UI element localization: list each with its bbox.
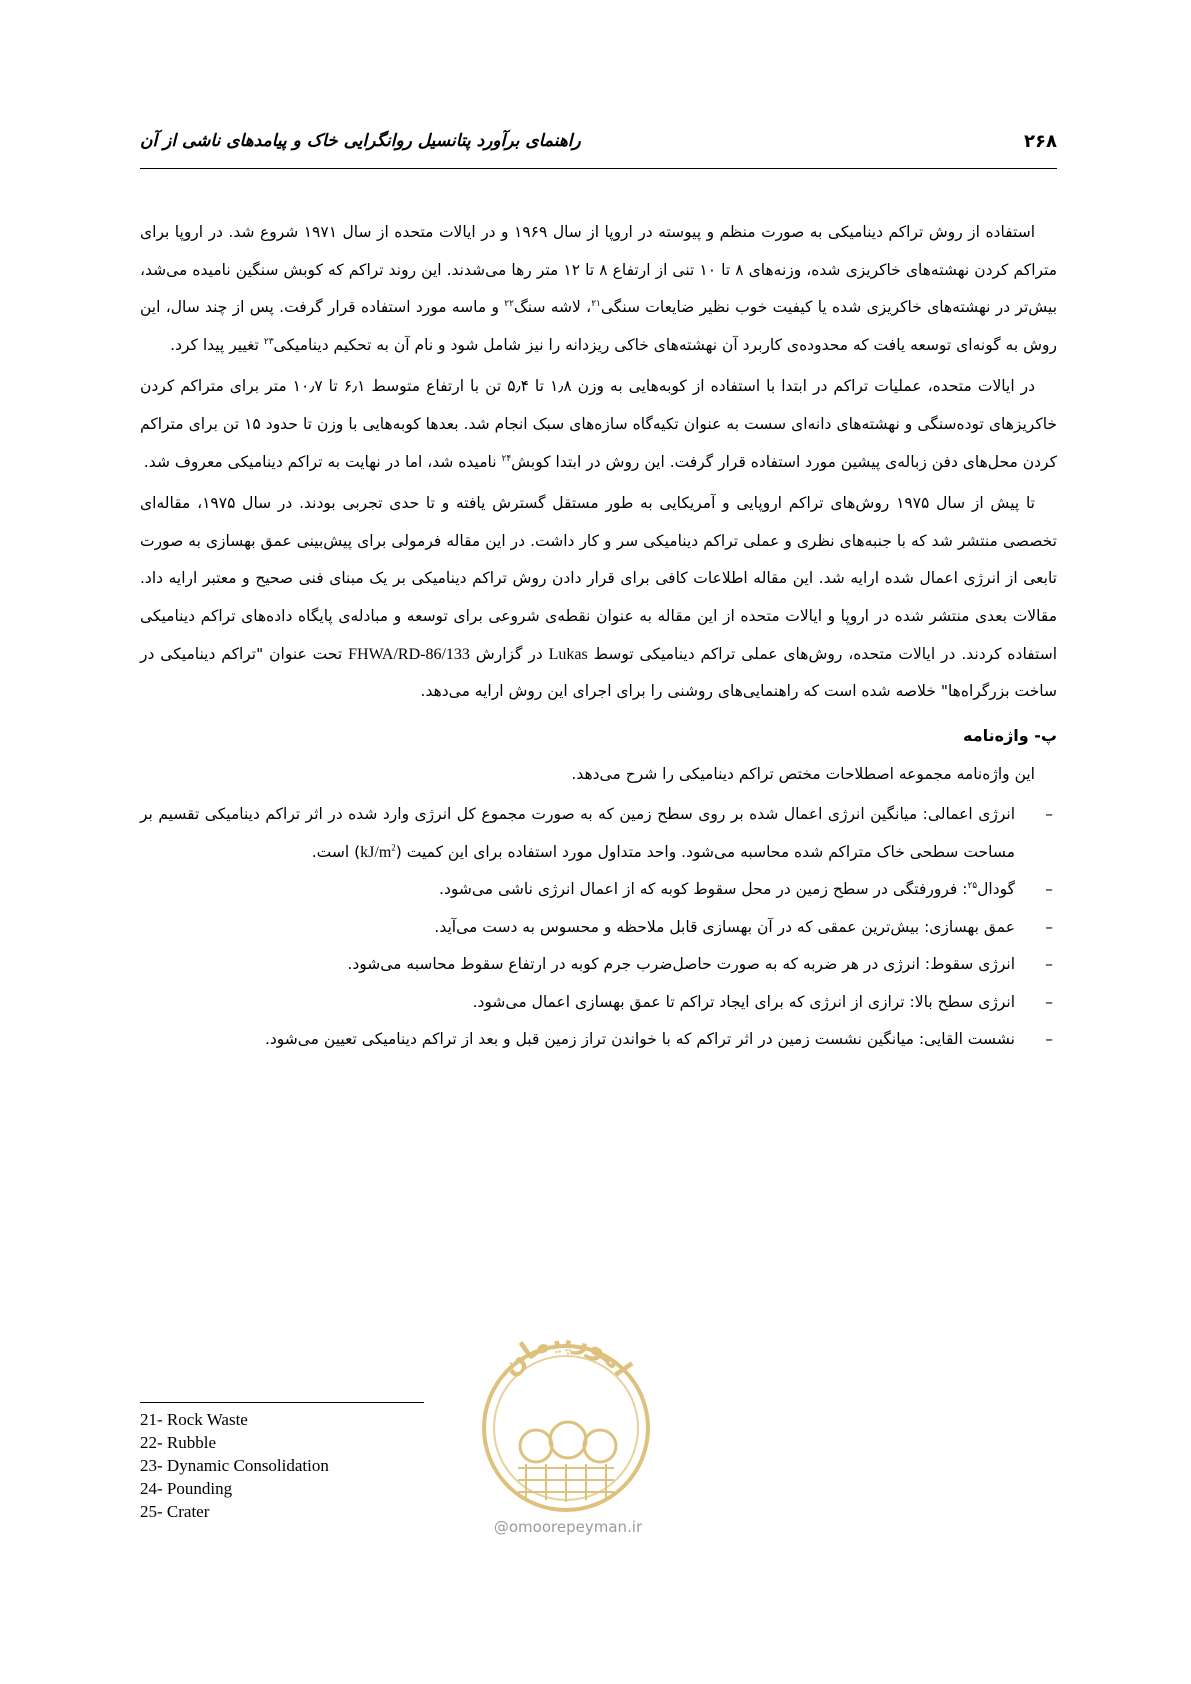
paragraph-2: در ایالات متحده، عملیات تراکم در ابتدا با استفاده از کوبه‌هایی به وزن ۱٫۸ تا ۵٫۴ تن با ارتفاع متوسط ۶٫۱ تا ۱۰٫۷ متر برای متراکم کردن خاکریزهای توده‌سنگی و نهشته‌های دانه‌ای سست به عنوان تکیه‌گاه سازه‌های سبک انجام شد. بعدها کوبه‌هایی با وزن تا حدود ۱۵ تن برای متراکم کردن محل‌های دفن زباله‌ی پیشین مورد استفاده قرار گرفت. این روش در ابتدا کوبش$^{۲۴}$ نامیده شد، اما در نهایت به تراکم دینامیکی معروف شد.	[140, 377, 1058, 471]
footnotes	[140, 1408, 329, 1523]
footnote-ref-21: ۲۱	[591, 299, 601, 310]
section-heading: پ- واژه‌نامه	[963, 725, 1057, 745]
watermark-url: @omoorepeyman.ir	[493, 1518, 643, 1536]
footnote-22: 22- Rubble	[140, 1433, 217, 1452]
paragraph-1: استفاده از روش تراکم دینامیکی به صورت منظم و پیوسته در اروپا از سال ۱۹۶۹ و در ایالات متحده از سال ۱۹۷۱ شروع شد. در اروپا برای متراکم کردن نهشته‌های خاکریزی شده، وزنه‌های ۸ تا ۱۰ تنی از ارتفاع ۸ تا ۱۲ متر رها می‌شدند. این روند تراکم که کوبش سنگین نامیده می‌شد، بیش‌تر در نهشته‌های خاکریزی شده یا کیفیت خوب نظیر ضایعات سنگی$^{۲۱}$، لاشه سنگ$^{۲۲}$ و ماسه مورد استفاده قرار گرفت. پس از چند سال، این روش به گونه‌ای توسعه یافت که محدوده‌ی کاربرد آن نهشته‌های خاکی ریزدانه را نیز شامل شود و نام آن به تحکیم دینامیکی$^{۲۳}$ تغییر پیدا کرد.	[140, 223, 1058, 354]
list-item: – انرژی اعمالی: میانگین انرژی اعمال شده بر روی سطح زمین که به صورت مجموع کل انرژی وارد شده در اثر تراکم دینامیکی تقسیم بر مساحت سطحی خاک متراکم شده محاسبه می‌شود. واحد متداول مورد استفاده برای این کمیت $(kJ/m^2)$ است.	[140, 796, 1057, 871]
bullet-dash: –	[1045, 917, 1053, 936]
bullet-dash: –	[1045, 804, 1053, 823]
footnote-divider	[140, 1402, 424, 1403]
bullet-dash: –	[1045, 955, 1053, 974]
footnote-23: 23- Dynamic Consolidation	[140, 1456, 329, 1475]
footnote-ref-22: ۲۲	[504, 299, 514, 310]
bullet-dash: –	[1045, 992, 1053, 1011]
body-text	[140, 214, 1057, 1059]
list-item: – عمق بهسازی: بیش‌ترین عمقی که در آن بهسازی قابل ملاحظه و محسوس به دست می‌آید.	[140, 909, 1057, 947]
unit-label: $kJ/m^2$	[360, 842, 396, 861]
list-item: – نشست القایی: میانگین نشست زمین در اثر تراکم که با خواندن تراز زمین قبل و بعد از تراکم دینامیکی تعیین می‌شود.	[140, 1021, 1057, 1059]
list-item: – انرژی سقوط: انرژی در هر ضربه که به صورت حاصل‌ضرب جرم کوبه در ارتفاع سقوط محاسبه می‌شود.	[140, 946, 1057, 984]
watermark-logo-text: امورپیمان	[495, 1324, 638, 1383]
list-item: – انرژی سطح بالا: ترازی از انرژی که برای ایجاد تراکم تا عمق بهسازی اعمال می‌شود.	[140, 984, 1057, 1022]
header-divider	[140, 168, 1057, 169]
list-item: – گودال$^{۲۵}$: فرورفتگی در سطح زمین در محل سقوط کوبه که از اعمال انرژی ناشی می‌شود.	[140, 871, 1057, 909]
bullet-dash: –	[1045, 1030, 1053, 1049]
paragraph-3: تا پیش از سال ۱۹۷۵ روش‌های تراکم اروپایی و آمریکایی به طور مستقل گسترش یافته و تا حدی تجربی بودند. در سال ۱۹۷۵، مقاله‌ای تخصصی منتشر شد که با جنبه‌های نظری و عملی تراکم دینامیکی سر و کار داشت. در این مقاله فرمولی برای پیش‌بینی عمق بهسازی به صورت تابعی از انرژی اعمال شده ارایه شد. این مقاله اطلاعات کافی برای قرار دادن روش تراکم دینامیکی بر یک مبنای فنی صحیح و معتبر ارایه داد. مقالات بعدی منتشر شده در اروپا و ایالات متحده از این مقاله به عنوان نقطه‌ی شروعی برای توسعه و مبادله‌ی پایگاه داده‌های تراکم دینامیکی استفاده کردند. در ایالات متحده، روش‌های عملی تراکم دینامیکی توسط Lukas در گزارش FHWA/RD-86/133 تحت عنوان "تراکم دینامیکی در ساخت بزرگراه‌ها" خلاصه شده است که راهنمایی‌های روشنی را برای اجرای این روش ارایه می‌دهد.	[140, 494, 1057, 701]
footnote-21: 21- Rock Waste	[140, 1410, 248, 1429]
glossary-intro: این واژه‌نامه مجموعه اصطلاحات مختص تراکم دینامیکی را شرح می‌دهد.	[571, 765, 1035, 784]
footnote-24: 24- Pounding	[140, 1479, 233, 1498]
running-title: راهنمای برآورد پتانسیل روانگرایی خاک و پیامدهای ناشی از آن	[140, 131, 581, 151]
page-header	[140, 131, 1057, 161]
glossary-list	[140, 796, 1057, 1059]
report-id: FHWA/RD-86/133	[348, 645, 470, 663]
footnote-ref-25: ۲۵	[967, 880, 978, 891]
footnote-25: 25- Crater	[140, 1502, 210, 1521]
author-name: Lukas	[548, 645, 588, 663]
footnote-ref-23: ۲۳	[263, 336, 274, 347]
svg-text:امورپیمان	[496, 1325, 638, 1382]
page-number: ۲۶۸	[1024, 131, 1057, 152]
bullet-dash: –	[1045, 880, 1053, 899]
footnote-ref-24: ۲۴	[501, 453, 512, 464]
